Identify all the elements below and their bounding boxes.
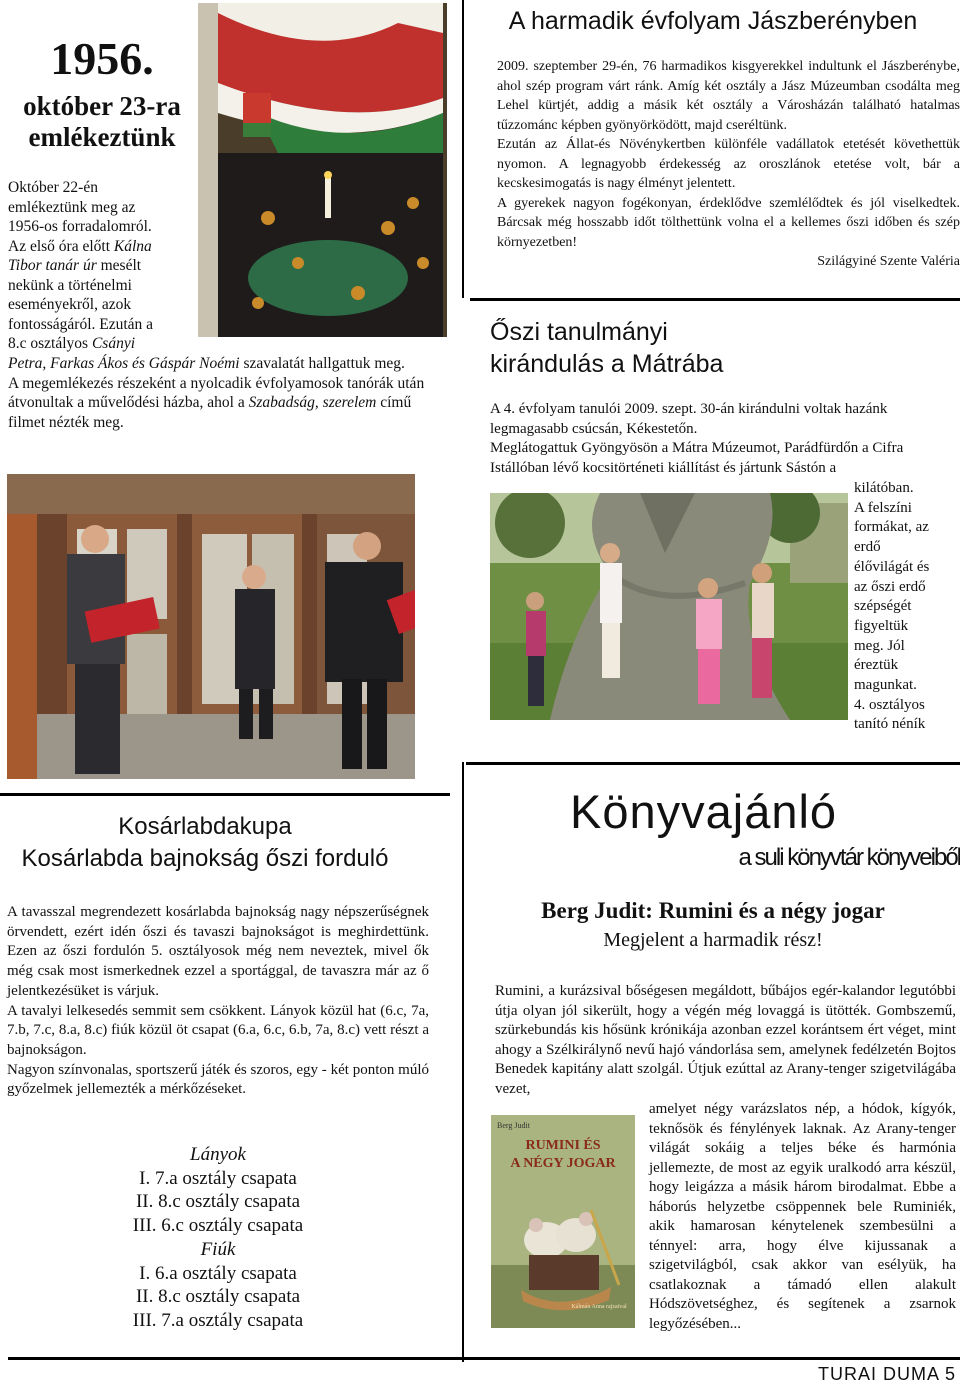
cover-title: RUMINI ÉS A NÉGY JOGAR bbox=[510, 1138, 616, 1171]
tree-hugging-photo bbox=[490, 493, 848, 720]
divider-horizontal-right bbox=[466, 762, 960, 765]
flag-memorial-photo bbox=[198, 3, 447, 337]
book-description-top: Rumini, a kurázsival bőségesen megáldott, bűbájos egér-kalandor legutóbbi útja olyan jól sikerült, hogy a végén még lovaggá is ütötték. Gombszemű, szürkebundás kis hősünk krónikája azonban ezzel korántsem ért véget, mint ahogy a Szélkirálynő nevű hajó vándorlása sem, amelynek fedélzetén Bojtos Benedek kapitány alatt szolgál. Útjuk ezúttal az Arany-tenger szigetvilágába vezet, bbox=[495, 983, 956, 1097]
footer-rule bbox=[8, 1357, 960, 1360]
matra-title: Őszi tanulmányi kirándulás a Mátrába bbox=[490, 318, 724, 378]
girls-label: Lányok bbox=[190, 1144, 246, 1165]
divider-horizontal-left bbox=[0, 793, 450, 796]
boys-result: III. 7.a osztály csapata bbox=[132, 1309, 304, 1331]
divider-vertical-mid bbox=[462, 762, 464, 1362]
girls-result: II. 8.c osztály csapata bbox=[135, 1191, 301, 1213]
girls-result: III. 6.c osztály csapata bbox=[132, 1215, 304, 1237]
cover-illustrator: Kálmán Anna rajzaival bbox=[571, 1304, 627, 1310]
boys-result: I. 6.a osztály csapata bbox=[139, 1262, 297, 1284]
book-title: Berg Judit: Rumini és a négy jogar bbox=[541, 898, 885, 923]
matra-body: A 4. évfolyam tanulói 2009. szept. 30-án kirándulni voltak hazánk legmagasabb csúcsán, Kékestetőn. Meglátogattuk Gyöngyösön a Mátra Múzeumot, Parádfürdőn a Cifra Istállóban lévő kocsitörténeti kiállítást és jártunk Sástón a bbox=[490, 401, 904, 476]
jaszbereny-title: A harmadik évfolyam Jászberényben bbox=[508, 7, 918, 35]
memorial-wide-text: Petra, Farkas Ákos és Gáspár Noémi szavalatát hallgattuk meg. A megemlékezés részeként a nyolcadik évfolyamosok tanórák után átvonultak a művelődési házba, ahol a Szabadság, szerelem című filmet nézték meg. bbox=[8, 355, 425, 431]
cover-author: Berg Judit bbox=[497, 1121, 530, 1130]
memorial-narrow-text: Október 22-én emlékeztünk meg az 1956-os forradalomról. Az első óra előtt Kálna Tibor tanár úr mesélt nekünk a történelmi eseményekről, azok fontosságáról. Ezután a 8.c osztályos Csányi bbox=[8, 179, 154, 352]
matra-side-text: kilátóban. A felszíni formákat, az erdő élővilágát és az őszi erdő szépségét figyeltük meg. Jól éreztük magunkat. 4. osztályos tanító néník bbox=[854, 480, 930, 733]
book-subheading: a suli könyvtár könyveiből bbox=[738, 844, 960, 871]
book-subtitle: Megjelent a harmadik rész! bbox=[603, 929, 823, 951]
book-description-side: amelyet négy varázslatos nép, a hódok, kígyók, teknősök és fénylények laknak. Az Arany-tenger világát sokáig a teljes béke és harmónia jellemezte, de most az egyik uralkodó arra készül, hogy leigázza a másik három birodalmat. Ebbe a háborús helyzetbe csöppennek bele Ruminiék, akik hamarosan kénytelenek szembesülni a ténnyel: arra, hogy élve kijussanak a szigetvilágból, csak akkor van esélyük, ha csatlakoznak a támadó ellen alakult Hódszövetséghez, és segítenek a zsarnok legyőzésében... bbox=[649, 1101, 956, 1332]
basketball-title: Kosárlabda bajnokság őszi forduló bbox=[21, 845, 389, 872]
boys-label: Fiúk bbox=[200, 1238, 236, 1260]
footer-label: TURAI DUMA 5 bbox=[817, 1364, 956, 1384]
basketball-results bbox=[0, 1143, 436, 1333]
divider-vertical-top bbox=[462, 0, 464, 298]
ceremony-photo bbox=[7, 474, 415, 779]
divider-horizontal-top-right bbox=[470, 298, 960, 301]
jaszbereny-body: 2009. szeptember 29-én, 76 harmadikos kisgyerekkel indultunk el Jászberénybe, ahol szép program várt ránk. Amíg két osztály a Jász Múzeumban csodálta meg Lehel kürtjét, addig a másik két osztály a Városházán található hatalmas tűzzománc képben gyönyörködött, majd cseréltünk. Ezután az Állat-és Növénykertben különféle vadállatok etetését követhettük nyomon. A legnagyobb érdekesség az oroszlánok etetése volt, bár a kecskesimogatás is nagy élményt jelentett. A gyerekek nagyon fogékonyan, érdeklődve szemlélődtek és jól viselkedtek. Bárcsak még hosszabb időt tölthettünk volna el a kellemes őszi időben és szép környezetben! Szilágyiné Szente Valéria bbox=[497, 59, 960, 269]
basketball-body: A tavasszal megrendezett kosárlabda bajnokság nagy népszerűségnek örvendett, ezért idén őszi és tavaszi bajnokságot is meghirdettünk. Ezen az őszi fordulón 5. osztályosok még nem neveztek, mivel ők még csak most ismerkednek ezzel a sportággal, de tavaszra már az ő jelentkezésüket is várjuk. A tavalyi lelkesedés semmit sem csökkent. Lányok közül hat (6.c, 7a, 7.b, 7.c, 8.a, 8.c) fiúk közül öt csapat (6.a, 6.c, 6.b, 7a, 8.c) vett részt a bajnokságon. Nagyon színvonalas, sportszerű játék és szoros, egy - két ponton múló győzelmek jellemezték a mérkőzéseket. bbox=[7, 904, 429, 1098]
basketball-kicker: Kosárlabdakupa bbox=[118, 813, 292, 840]
memorial-title-rest: október 23-ra emlékeztünk bbox=[23, 91, 181, 152]
memorial-title-year: 1956. bbox=[50, 33, 154, 84]
book-cover bbox=[491, 1115, 635, 1328]
book-heading: Könyvajánló bbox=[570, 785, 838, 838]
girls-result: I. 7.a osztály csapata bbox=[139, 1167, 297, 1189]
boys-result: II. 8.c osztály csapata bbox=[135, 1286, 301, 1308]
